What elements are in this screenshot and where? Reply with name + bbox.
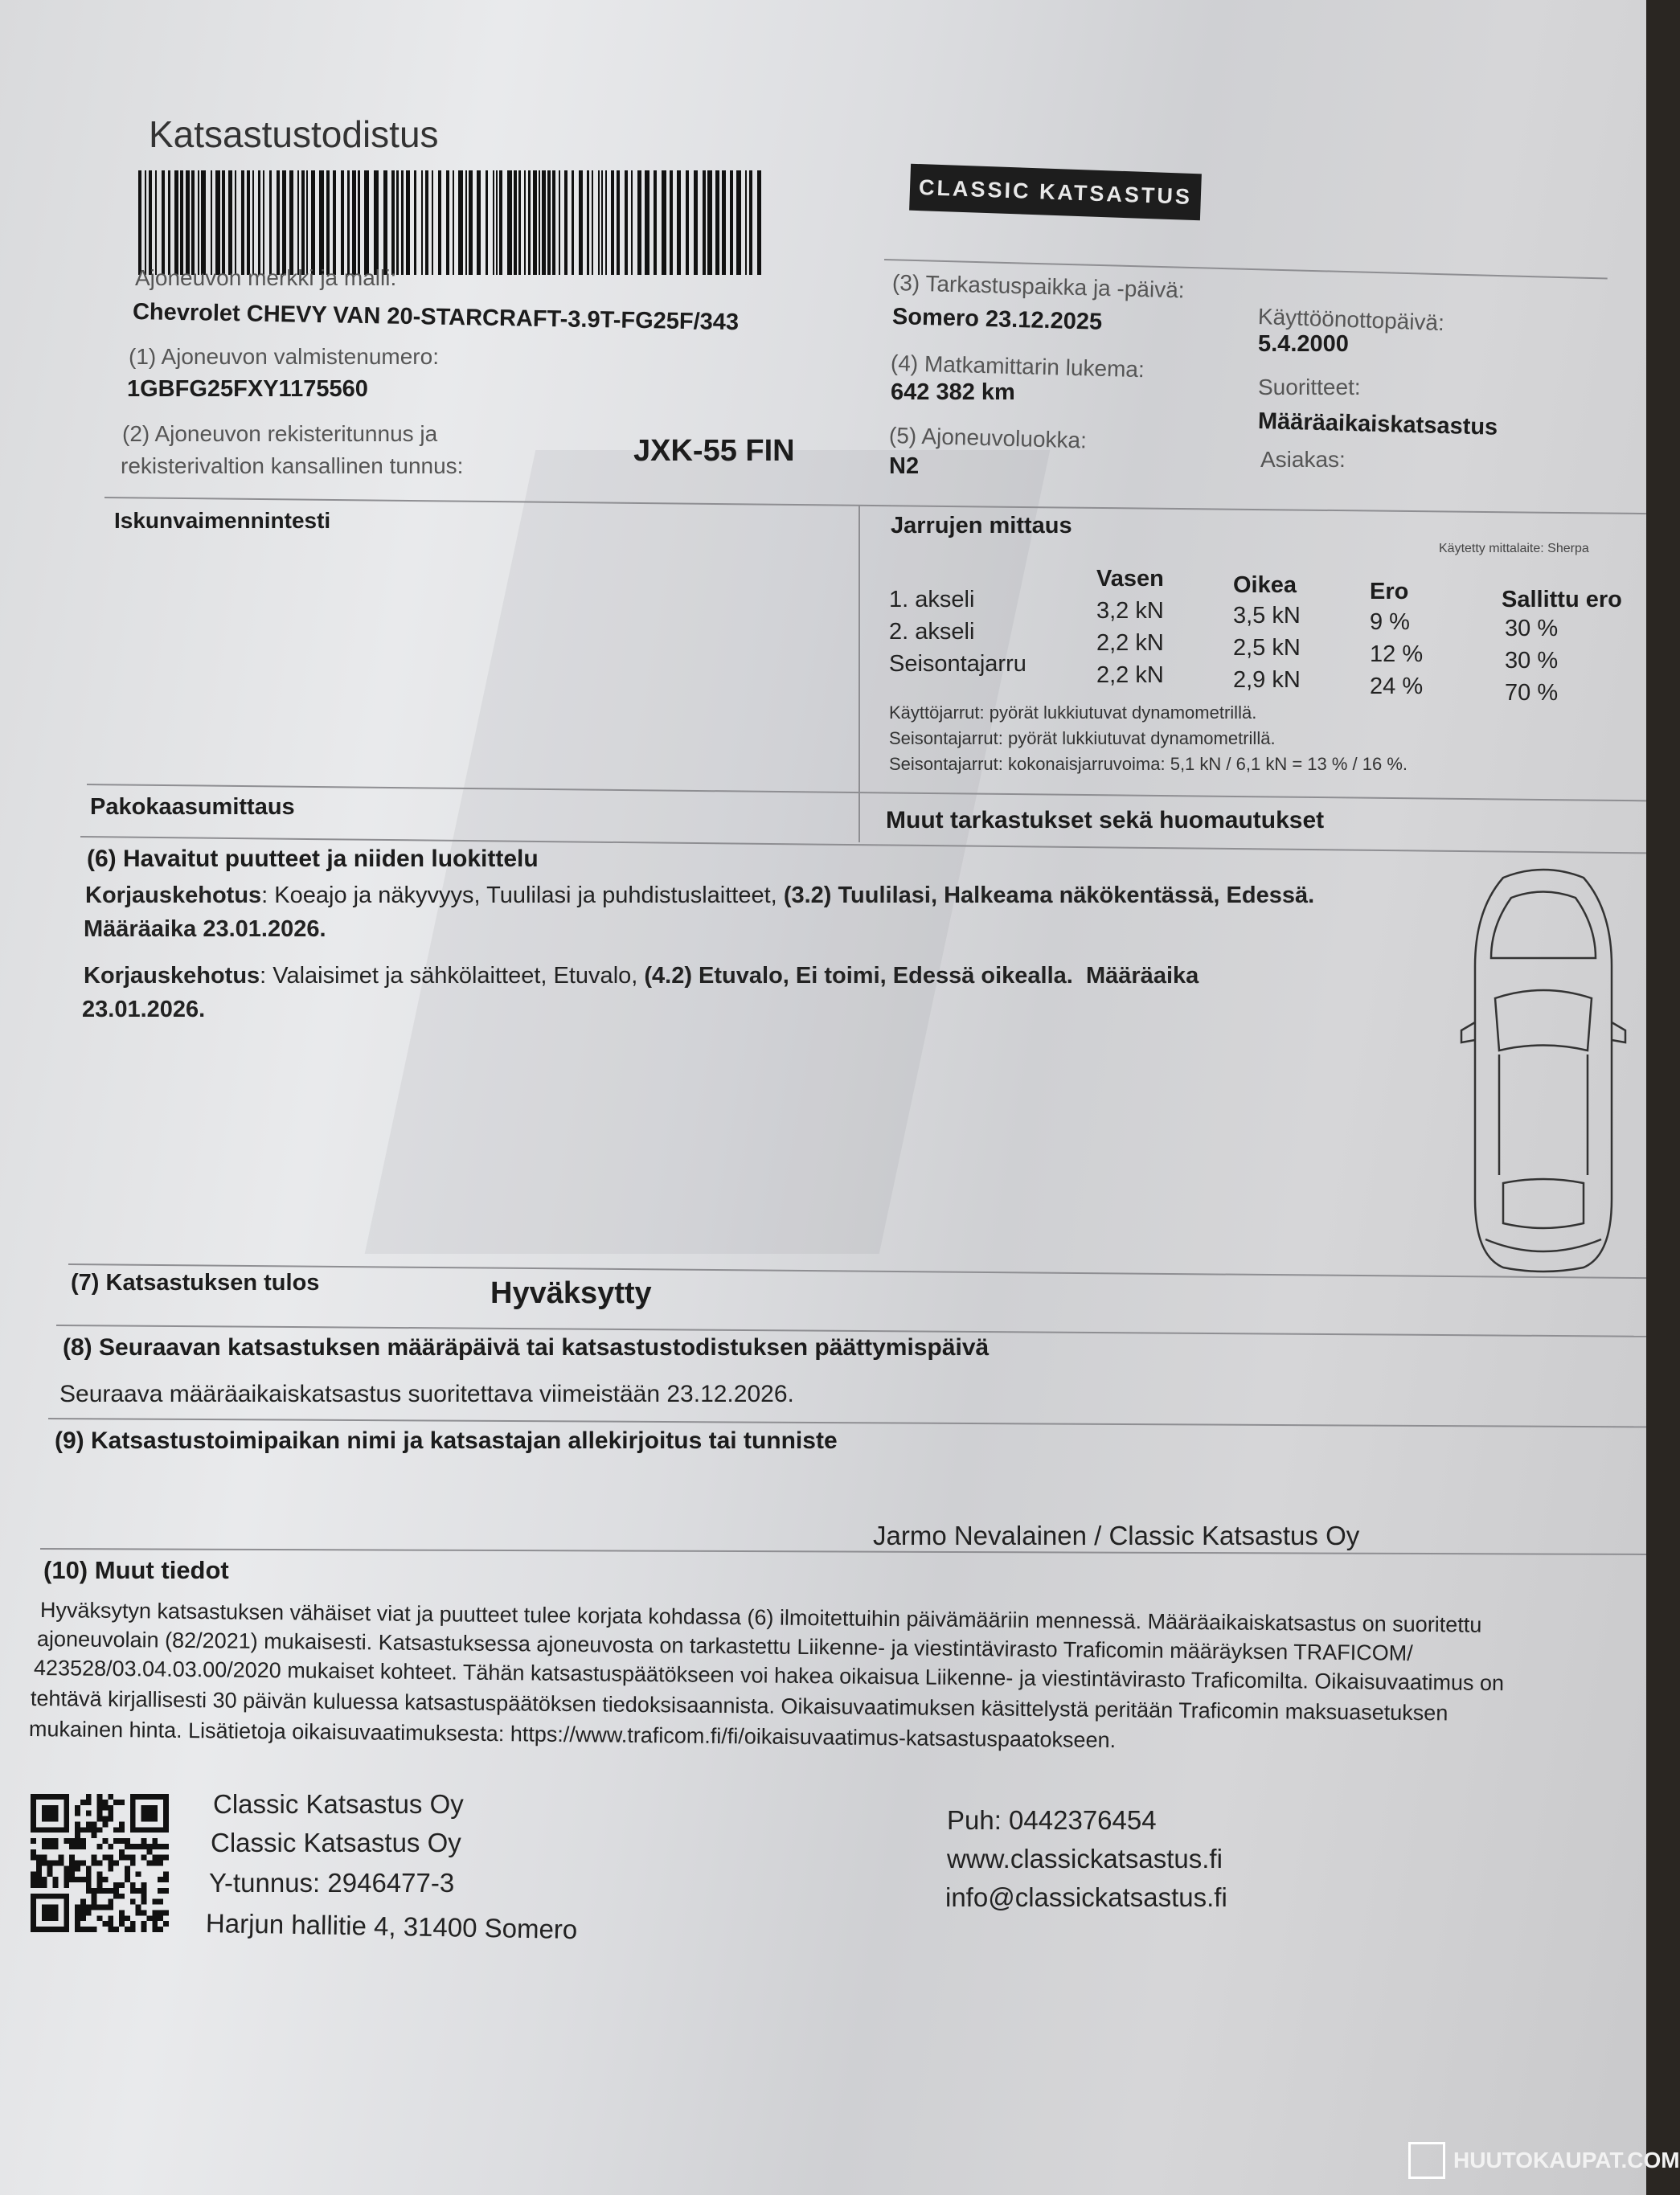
first-use-label: Käyttöönottopäivä: (1257, 304, 1445, 336)
other-info-line: mukainen hinta. Lisätietoja oikaisuvaatimuksesta: https://www.traficom.fi/fi/oikaisuvaatimus-katsastuspaatokseen. (28, 1717, 1117, 1753)
company-logo (909, 164, 1202, 221)
brakes-row-right: 3,5 kN (1233, 603, 1301, 629)
other-info-line: ajoneuvolain (82/2021) mukaisesti. Katsastuksessa ajoneuvosta on tarkastettu Liikenne- ja viestintävirasto Traficomin määräyksen TRAFICOM/ (36, 1627, 1413, 1665)
divider-signature (48, 1418, 1646, 1427)
defect-2-deadline-date: 23.01.2026. (82, 997, 206, 1022)
odometer-value: 642 382 km (891, 379, 1015, 405)
qr-code-icon (31, 1794, 169, 1932)
company-web[interactable]: www.classickatsastus.fi (947, 1844, 1223, 1874)
other-checks-title: Muut tarkastukset sekä huomautukset (886, 807, 1325, 833)
first-use-value: 5.4.2000 (1258, 331, 1349, 357)
brakes-row-diff: 24 % (1370, 674, 1424, 699)
company-email[interactable]: info@classickatsastus.fi (945, 1882, 1227, 1912)
vin-label: (1) Ajoneuvon valmistenumero: (129, 344, 439, 369)
other-info-line: tehtävä kirjallisesti 30 päivän kuluessa katsastuspäätöksen tiedoksisaannista. Oikaisuvaatimuksen käsittelystä peritään Traficomin maksuasetuksen (30, 1686, 1448, 1726)
car-diagram-icon (1447, 862, 1640, 1280)
other-info-label: (10) Muut tiedot (43, 1556, 229, 1584)
brakes-device: Käytetty mittalaite: Sherpa (1439, 542, 1589, 555)
class-value: N2 (889, 453, 920, 479)
brakes-note: Seisontajarrut: kokonaisjarruvoima: 5,1 kN / 6,1 kN = 13 % / 16 %. (889, 754, 1408, 774)
brakes-row-diff: 12 % (1370, 641, 1424, 667)
result-label: (7) Katsastuksen tulos (71, 1270, 320, 1296)
defect-item-1 (85, 883, 1314, 909)
company-address: Harjun hallitie 4, 31400 Somero (205, 1908, 578, 1945)
brakes-header-right: Oikea (1233, 572, 1297, 598)
divider-other (40, 1548, 1646, 1555)
make-label: Ajoneuvon merkki ja malli: (135, 265, 397, 290)
brakes-row-name: 2. akseli (889, 619, 975, 645)
vin-value: 1GBFG25FXY1175560 (127, 376, 368, 402)
defect-2-label: Korjauskehotus (84, 963, 260, 989)
reg-label-line2: rekisterivaltion kansallinen tunnus: (121, 453, 464, 478)
company-business-id: Y-tunnus: 2946477-3 (209, 1868, 455, 1898)
brakes-note: Seisontajarrut: pyörät lukkiutuvat dynamometrillä. (889, 728, 1276, 748)
brakes-header-allowed: Sallittu ero (1502, 587, 1622, 612)
brakes-row-allowed: 30 % (1505, 616, 1559, 641)
brakes-row-name: Seisontajarru (889, 651, 1026, 677)
performed-value: Määräaikaiskatsastus (1257, 408, 1498, 440)
shock-test-title: Iskunvaimennintesti (114, 508, 331, 533)
defect-2-bold: (4.2) Etuvalo, Ei toimi, Edessä oikealla. (644, 963, 1073, 989)
brakes-row-allowed: 70 % (1505, 680, 1559, 706)
defects-title: (6) Havaitut puutteet ja niiden luokittelu (87, 846, 539, 872)
watermark (1408, 2138, 1680, 2183)
defect-2-text: : Valaisimet ja sähkölaitteet, Etuvalo, (260, 963, 645, 989)
class-label: (5) Ajoneuvoluokka: (888, 423, 1088, 453)
defect-item-2 (84, 963, 1199, 989)
exhaust-title: Pakokaasumittaus (90, 794, 295, 820)
logo-text: CLASSIC KATSASTUS (918, 174, 1193, 209)
customer-label: Asiakas: (1260, 447, 1346, 472)
place-label: (3) Tarkastuspaikka ja -päivä: (891, 270, 1185, 303)
brakes-row-diff: 9 % (1370, 609, 1410, 635)
defect-2-deadline-start: Määräaika (1085, 963, 1199, 989)
next-value: Seuraava määräaikaiskatsastus suoritettava viimeistään 23.12.2026. (59, 1381, 794, 1407)
brakes-row-left: 2,2 kN (1096, 662, 1164, 688)
odometer-label: (4) Matkamittarin lukema: (890, 350, 1145, 383)
make-value: Chevrolet CHEVY VAN 20-STARCRAFT-3.9T-FG25F/343 (132, 299, 740, 336)
other-info-line: 423528/03.04.03.00/2020 mukaiset kohteet. Tähän katsastuspäätökseen voi hakea oikaisua Liikenne- ja viestintävirasto Traficomilta. Oikaisuvaatimus on (33, 1656, 1505, 1696)
brakes-row-left: 3,2 kN (1096, 598, 1164, 624)
result-value: Hyväksytty (490, 1276, 652, 1310)
place-value: Somero 23.12.2025 (891, 304, 1103, 335)
document-title: Katsastustodistus (149, 113, 439, 155)
defect-1-deadline: Määräaika 23.01.2026. (84, 916, 326, 942)
brakes-row-right: 2,5 kN (1233, 635, 1301, 661)
company-phone: Puh: 0442376454 (947, 1805, 1157, 1835)
performed-label: Suoritteet: (1258, 375, 1361, 399)
barcode-icon (138, 170, 765, 275)
brakes-row-left: 2,2 kN (1096, 630, 1164, 656)
watermark-logo-icon (1408, 2142, 1445, 2179)
watermark-text: HUUTOKAUPAT.COM (1453, 2148, 1680, 2172)
brakes-header-diff: Ero (1370, 579, 1409, 604)
reg-label-line1: (2) Ajoneuvon rekisteritunnus ja (122, 421, 438, 446)
signature-label: (9) Katsastustoimipaikan nimi ja katsastajan allekirjoitus tai tunniste (55, 1427, 838, 1454)
company-name-2: Classic Katsastus Oy (211, 1828, 461, 1857)
brakes-note: Käyttöjarrut: pyörät lukkiutuvat dynamometrillä. (889, 702, 1257, 723)
signature-value: Jarmo Nevalainen / Classic Katsastus Oy (873, 1521, 1360, 1550)
next-label: (8) Seuraavan katsastuksen määräpäivä tai katsastustodistuksen päättymispäivä (63, 1334, 990, 1361)
brakes-header-left: Vasen (1096, 566, 1164, 592)
brakes-title: Jarrujen mittaus (891, 513, 1072, 539)
brakes-row-right: 2,9 kN (1233, 667, 1301, 693)
defect-1-bold: (3.2) Tuulilasi, Halkeama näkökentässä, Edessä. (783, 883, 1315, 908)
reg-value: JXK-55 FIN (633, 434, 795, 468)
defect-1-text: : Koeajo ja näkyvyys, Tuulilasi ja puhdistuslaitteet, (261, 883, 784, 908)
brakes-row-allowed: 30 % (1505, 648, 1559, 674)
brakes-row-name: 1. akseli (889, 587, 975, 612)
company-name-1: Classic Katsastus Oy (213, 1789, 464, 1819)
defect-1-label: Korjauskehotus (85, 883, 262, 908)
other-info-line: Hyväksytyn katsastuksen vähäiset viat ja puutteet tulee korjata kohdassa (6) ilmoitettuihin päivämääriin mennessä. Määräaikaiskatsastus on suoritettu (39, 1598, 1482, 1637)
